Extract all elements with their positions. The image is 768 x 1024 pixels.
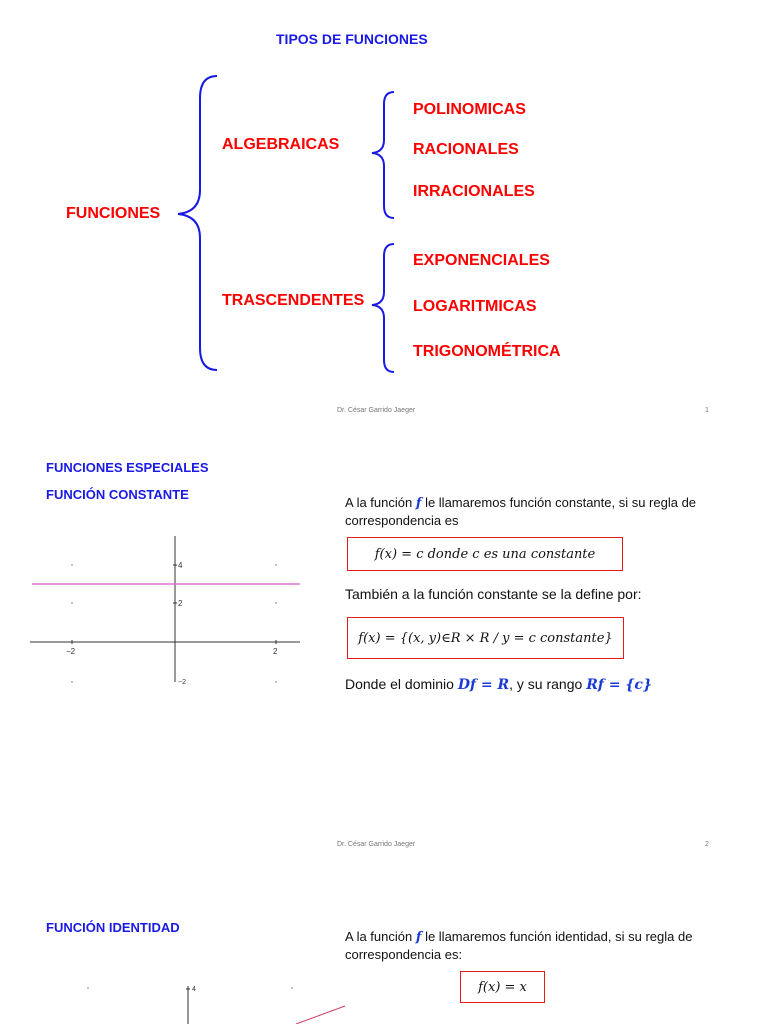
item-irracionales: IRRACIONALES	[413, 183, 535, 200]
tick-y-bottom: −2	[178, 679, 186, 686]
constant-set-formula: f(x) = {(x, y)∈R × R / y = c constante}	[358, 630, 613, 646]
tick-y-2: 2	[178, 599, 183, 608]
classification-braces	[0, 0, 768, 400]
item-exponenciales: EXPONENCIALES	[413, 252, 550, 269]
tick-x-pos: 2	[273, 647, 278, 656]
constant-formula-box	[347, 537, 623, 571]
identity-function-graph	[80, 980, 360, 1024]
group-label-transcendent: TRASCENDENTES	[222, 292, 365, 309]
item-polinomicas: POLINOMICAS	[413, 101, 526, 118]
algebraic-brace	[372, 92, 394, 218]
transcendent-brace	[372, 244, 394, 372]
identity-intro-line2: correspondencia es:	[345, 947, 463, 962]
constant-formula: f(x) = c donde c es una constante	[374, 546, 596, 562]
domain-range-text: Donde el dominio Df = R, y su rango Rf = {c}	[345, 676, 652, 693]
root-label: FUNCIONES	[66, 205, 161, 222]
constant-intro: A la función f le llamaremos función constante, si su regla de	[345, 495, 697, 511]
tick-x-neg: −2	[66, 647, 76, 656]
domain-math: Df = R	[457, 677, 510, 693]
constant-alt-definition-text: También a la función constante se la define por:	[345, 586, 642, 602]
footer-author: Dr. César Garrido Jaeger	[337, 407, 416, 414]
main-brace	[178, 76, 217, 370]
range-math: Rf = {c}	[586, 677, 652, 693]
constant-function-graph	[30, 536, 302, 686]
constant-set-formula-box	[347, 617, 624, 659]
tick-y-4: 4	[192, 986, 196, 993]
page-number: 2	[705, 841, 709, 848]
item-racionales: RACIONALES	[413, 141, 519, 158]
identity-line	[296, 1006, 345, 1024]
page-number: 1	[705, 407, 709, 414]
item-trigonometrica: TRIGONOMÉTRICA	[413, 343, 561, 360]
identity-formula-box	[460, 971, 545, 1003]
identity-formula: f(x) = x	[478, 979, 527, 995]
constant-intro-line2: correspondencia es	[345, 513, 459, 528]
item-logaritmicas: LOGARITMICAS	[413, 298, 537, 315]
tick-y-4: 4	[178, 561, 183, 570]
identity-heading: FUNCIÓN IDENTIDAD	[46, 920, 180, 935]
slide-title: TIPOS DE FUNCIONES	[276, 31, 428, 47]
section-heading: FUNCIONES ESPECIALES	[46, 460, 209, 475]
subsection-heading: FUNCIÓN CONSTANTE	[46, 487, 189, 502]
group-label-algebraic: ALGEBRAICAS	[222, 136, 340, 153]
footer-author: Dr. César Garrido Jaeger	[337, 841, 416, 848]
identity-intro: A la función f le llamaremos función identidad, si su regla de	[345, 929, 693, 945]
